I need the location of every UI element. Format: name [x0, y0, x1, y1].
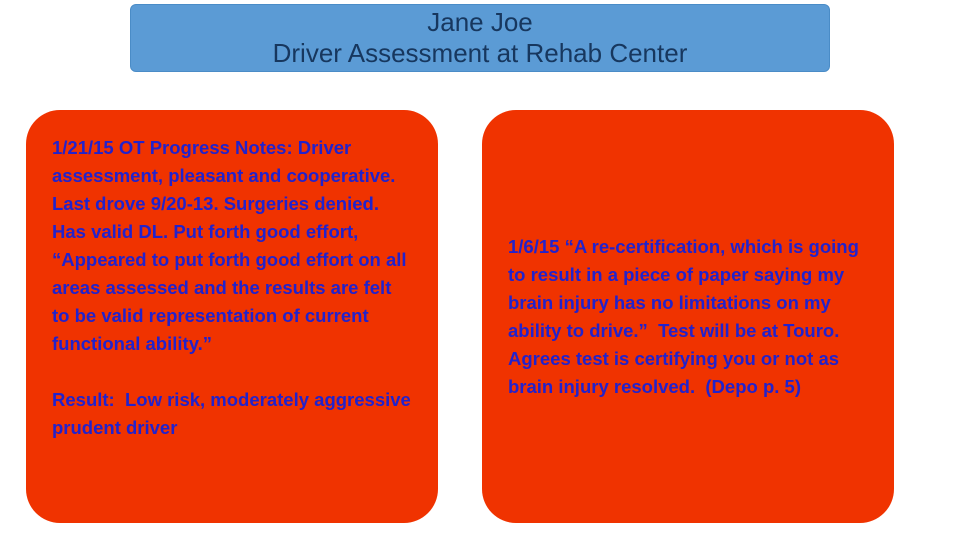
ot-progress-notes-card [26, 110, 438, 523]
paragraph-spacer [52, 358, 412, 386]
ot-progress-notes-paragraph-1: 1/21/15 OT Progress Notes: Driver assessment, pleasant and cooperative. Last drove 9/20-13. Surgeries denied. Has valid DL. Put forth good effort, “Appeared to put forth good effort on all areas assessed and the results are felt to be valid representation of current functional ability.” [52, 137, 412, 354]
recertification-quote-paragraph-1: 1/6/15 “A re-certification, which is going to result in a piece of paper saying my brain injury has no limitations on my ability to drive.” Test will be at Touro. Agrees test is certifying you or not as brain injury resolved. (Depo p. 5) [508, 235, 865, 397]
ot-progress-notes-paragraph-2: Result: Low risk, moderately aggressive prudent driver [52, 389, 416, 438]
title-line-name: Jane Joe [427, 7, 533, 37]
ot-progress-notes-body [52, 134, 416, 442]
title-line-subject: Driver Assessment at Rehab Center [272, 38, 688, 68]
recertification-quote-body [508, 233, 868, 401]
title-banner [130, 4, 830, 72]
recertification-quote-card [482, 110, 894, 523]
